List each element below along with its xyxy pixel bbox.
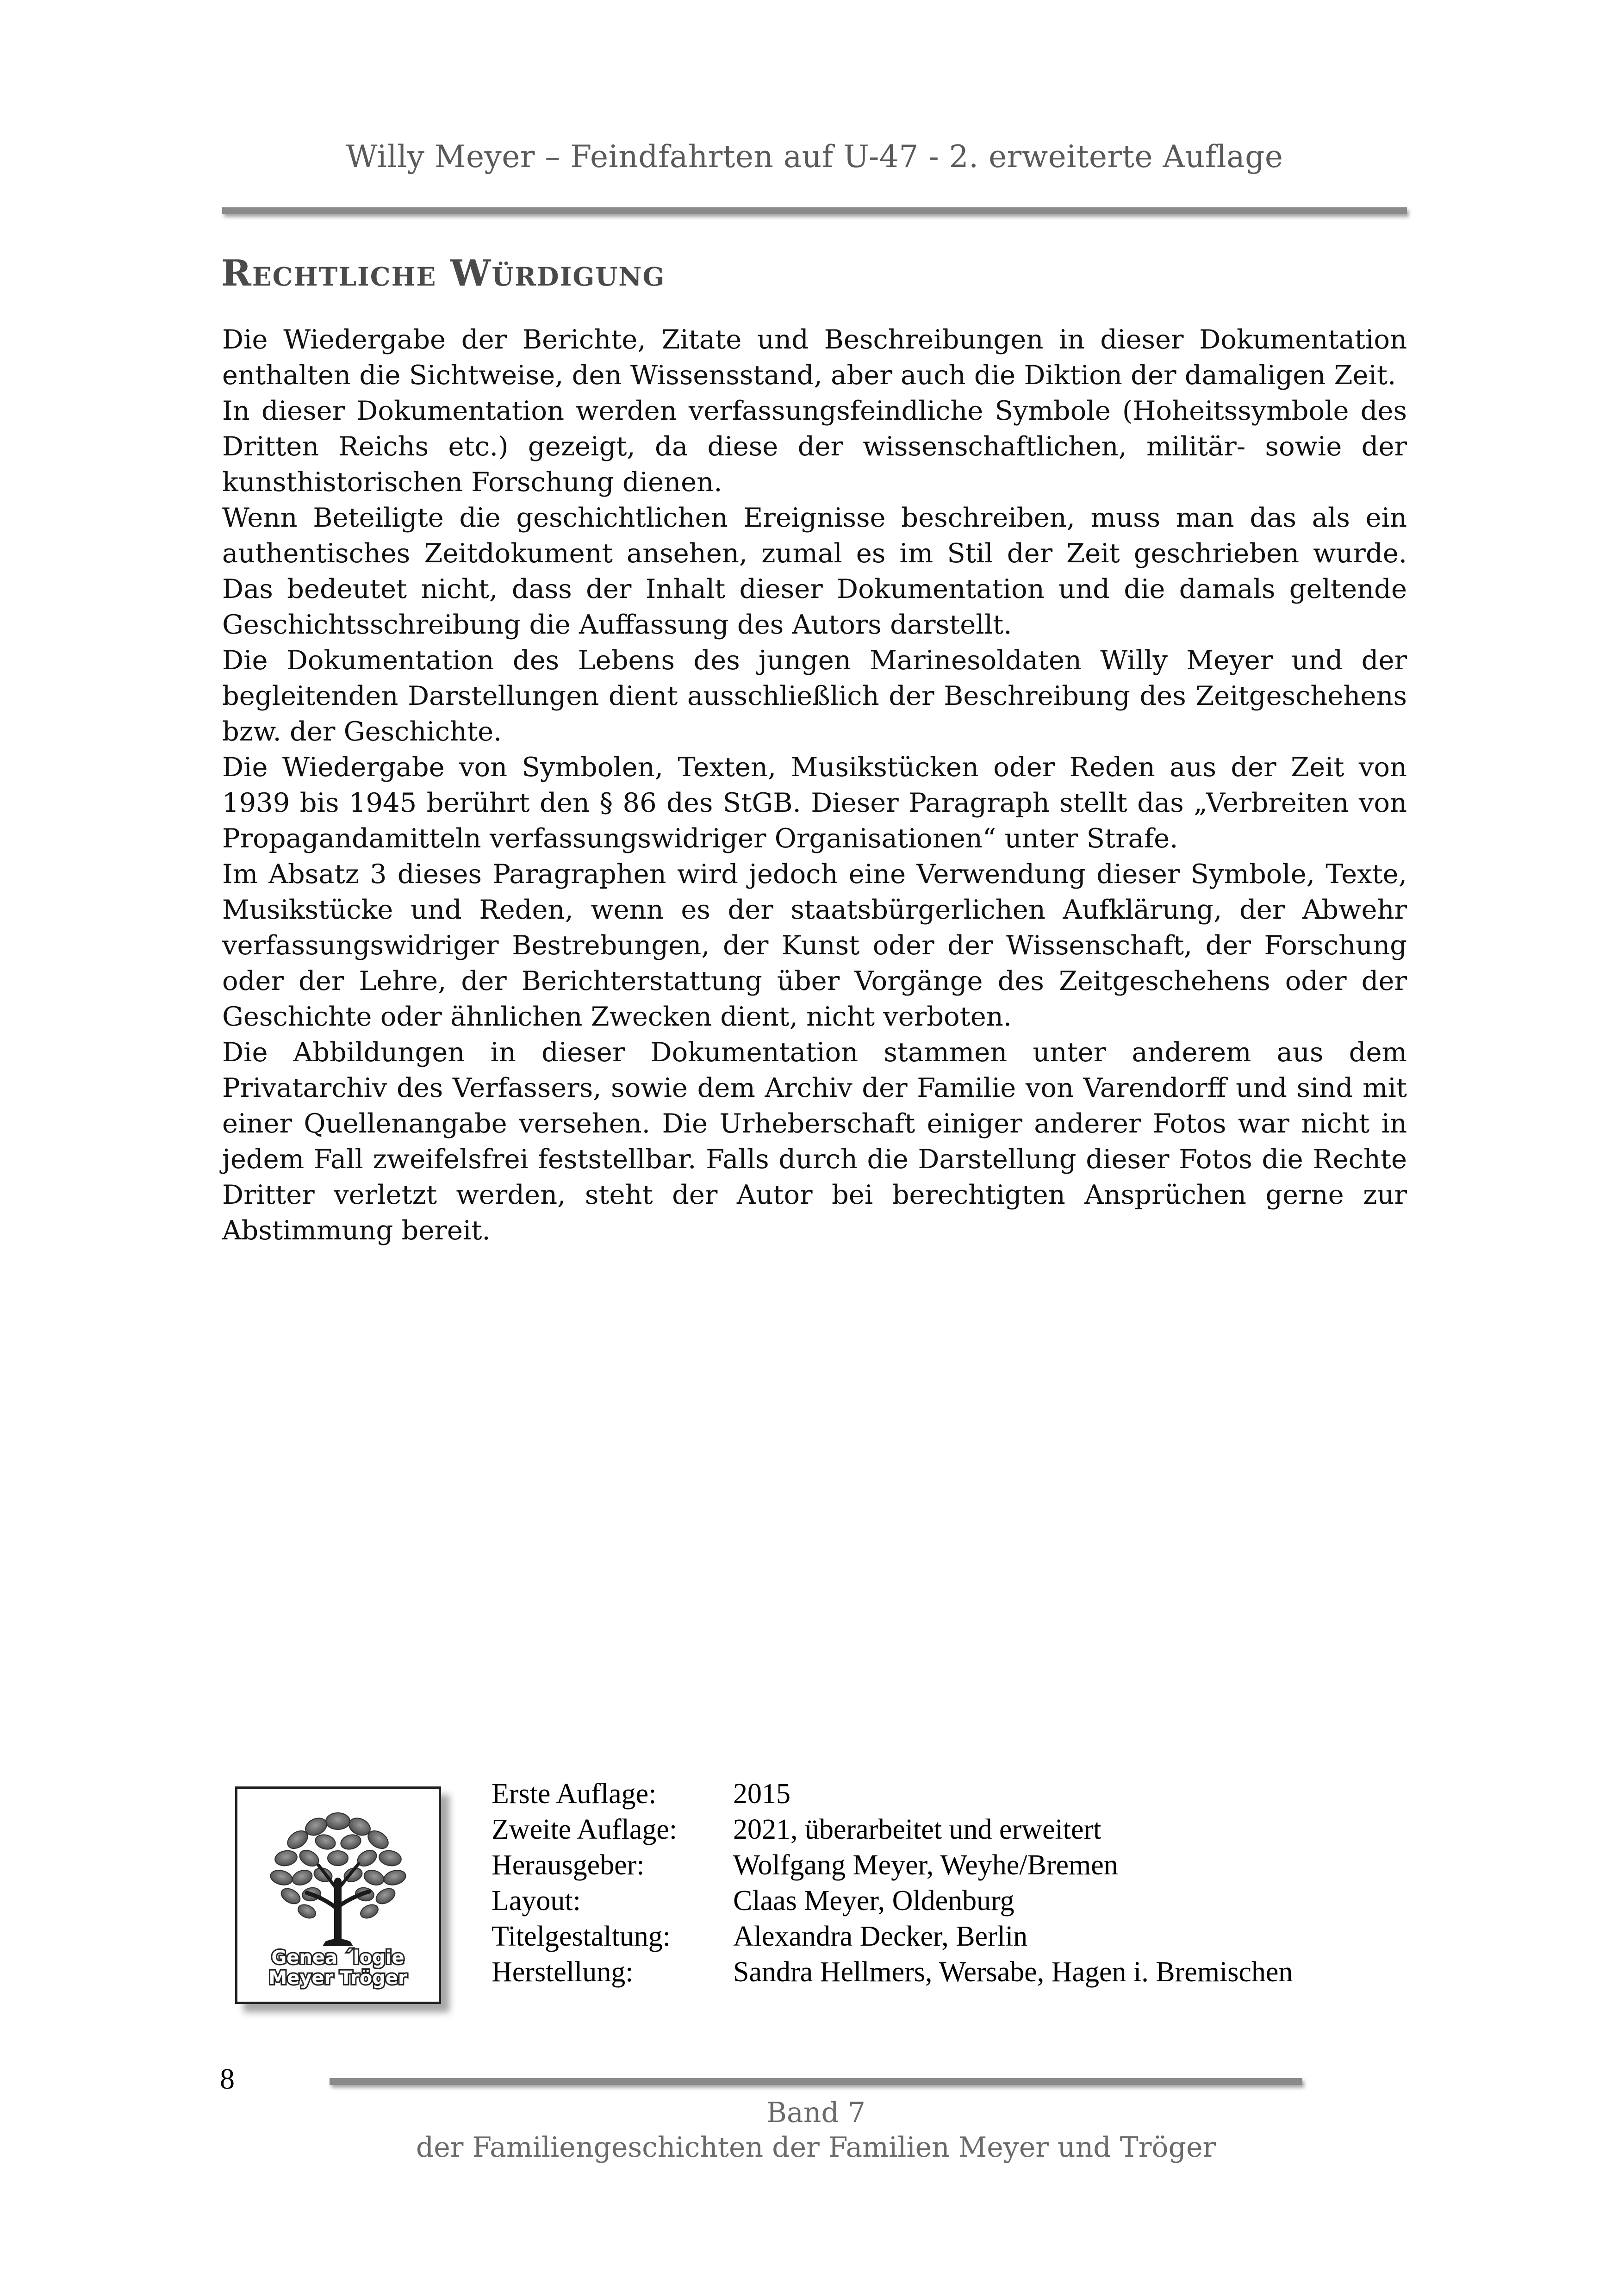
imprint-label: Titelgestaltung:: [492, 1921, 671, 1952]
imprint-value: Sandra Hellmers, Wersabe, Hagen i. Bremischen: [733, 1956, 1293, 1988]
imprint-value: Claas Meyer, Oldenburg: [733, 1885, 1014, 1916]
genealogie-logo: [235, 1786, 441, 2004]
paragraph: In dieser Dokumentation werden verfassungsfeindliche Symbole (Hoheitssymbole des Dritten Reichs etc.) gezeigt, da diese der wissenschaftlichen, militär- sowie der kunsthistorischen Forschung dienen.: [222, 395, 1407, 498]
imprint-label: Layout:: [492, 1885, 581, 1916]
section-title: Rechtliche Würdigung: [221, 252, 666, 294]
imprint-value: 2021, überarbeitet und erweitert: [733, 1814, 1101, 1845]
imprint-label: Herausgeber:: [492, 1849, 645, 1881]
svg-text:Genea ´logie: Genea ´logie: [271, 1947, 404, 1968]
imprint-row: [492, 1919, 1293, 1954]
imprint-value: 2015: [733, 1778, 790, 1810]
imprint-value: Wolfgang Meyer, Weyhe/Bremen: [733, 1849, 1118, 1881]
paragraph: Im Absatz 3 dieses Paragraphen wird jedoch eine Verwendung dieser Symbole, Texte, Musikstücke und Reden, wenn es der staatsbürgerlichen Aufklärung, der Abwehr verfassungswidriger Bestrebungen, der Kunst oder der Wissenschaft, der Forschung oder der Lehre, der Berichterstattung über Vorgänge des Zeitgeschehens oder der Geschichte oder ähnlichen Zwecken dient, nicht verboten.: [222, 859, 1407, 1032]
svg-text:Meyer Tröger: Meyer Tröger: [268, 1967, 407, 1989]
footer-rule: [330, 2078, 1302, 2085]
footer-volume: Band 7: [766, 2097, 866, 2129]
footer-series: der Familiengeschichten der Familien Meyer und Tröger: [416, 2131, 1216, 2164]
imprint-label: Erste Auflage:: [492, 1778, 657, 1810]
imprint-label: Zweite Auflage:: [492, 1814, 678, 1845]
body-text: [222, 322, 1407, 1248]
paragraph: Die Dokumentation des Lebens des jungen Marinesoldaten Willy Meyer und der begleitenden Darstellungen dient ausschließlich der Beschreibung des Zeitgeschehens bzw. der Geschichte.: [222, 645, 1407, 747]
imprint-table: [492, 1776, 1293, 1990]
running-header: Willy Meyer – Feindfahrten auf U-47 - 2. erweiterte Auflage: [346, 139, 1283, 174]
paragraph: Wenn Beteiligte die geschichtlichen Ereignisse beschreiben, muss man das als ein authentisches Zeitdokument ansehen, zumal es im Stil der Zeit geschrieben wurde. Das bedeutet nicht, dass der Inhalt dieser Dokumentation und die damals geltende Geschichtsschreibung die Auffassung des Autors darstellt.: [222, 502, 1407, 640]
imprint-value: Alexandra Decker, Berlin: [733, 1921, 1028, 1952]
imprint-row: [492, 1848, 1293, 1883]
imprint-row: [492, 1776, 1293, 1812]
paragraph: Die Wiedergabe der Berichte, Zitate und Beschreibungen in dieser Dokumentation enthalten die Sichtweise, den Wissensstand, aber auch die Diktion der damaligen Zeit.: [222, 324, 1407, 391]
paragraph: Die Abbildungen in dieser Dokumentation stammen unter anderem aus dem Privatarchiv des Verfassers, sowie dem Archiv der Familie von Varendorff und sind mit einer Quellenangabe versehen. Die Urheberschaft einiger anderer Fotos war nicht in jedem Fall zweifelsfrei feststellbar. Falls durch die Darstellung dieser Fotos die Rechte Dritter verletzt werden, steht der Autor bei berechtigten Ansprüchen gerne zur Abstimmung bereit.: [222, 1037, 1407, 1246]
imprint-label: Herstellung:: [492, 1956, 634, 1988]
imprint-row: [492, 1954, 1293, 1990]
page-number: 8: [220, 2062, 235, 2095]
paragraph: Die Wiedergabe von Symbolen, Texten, Musikstücken oder Reden aus der Zeit von 1939 bis 1945 berührt den § 86 des StGB. Dieser Paragraph stellt das „Verbreiten von Propagandamitteln verfassungswidriger Organisationen“ unter Strafe.: [222, 752, 1407, 854]
imprint-row: [492, 1812, 1293, 1848]
header-rule: [222, 207, 1407, 214]
imprint-row: [492, 1883, 1293, 1919]
tree-icon: [237, 1789, 439, 2002]
